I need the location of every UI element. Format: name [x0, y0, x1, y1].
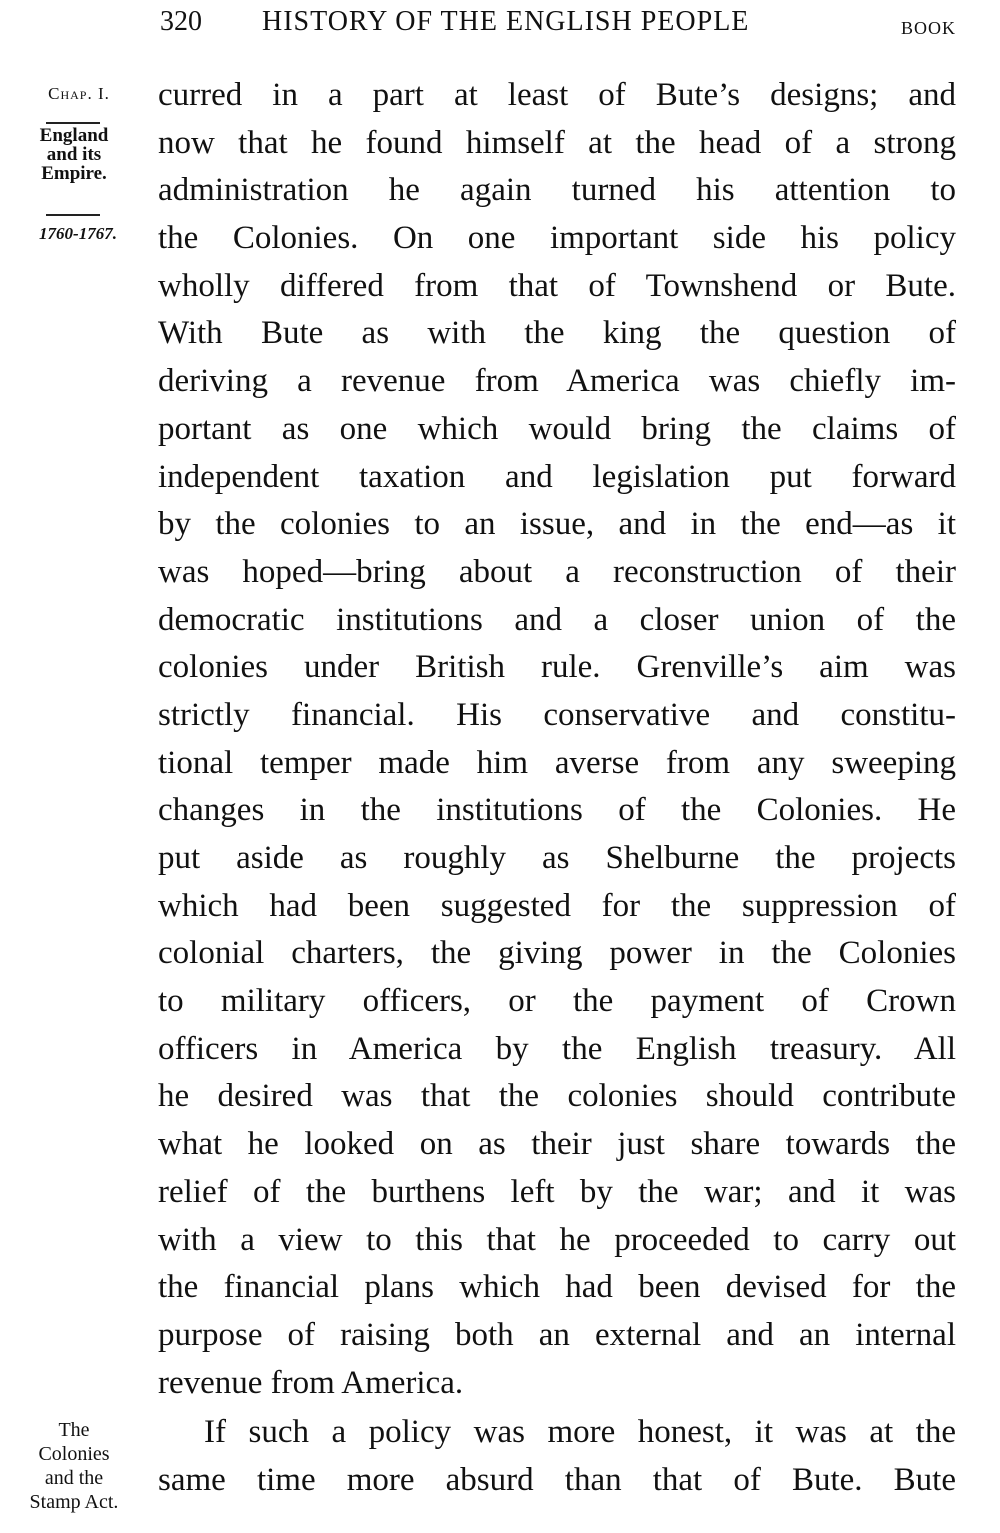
text-line: strictly financial. His conservative and constitu- — [158, 696, 956, 733]
text-line: revenue from America. — [158, 1364, 464, 1401]
margin-topic2-line: and the — [44, 1467, 104, 1489]
running-title: HISTORY OF THE ENGLISH PEOPLE — [262, 6, 750, 37]
margin-topic2-line: Colonies — [38, 1443, 110, 1465]
text-line: now that he found himself at the head of a strong — [158, 124, 956, 161]
text-line: tional temper made him averse from any sweeping — [158, 744, 956, 781]
text-line: to military officers, or the payment of Crown — [158, 983, 956, 1020]
text-line: same time more absurd than that of Bute. Bute — [158, 1461, 956, 1498]
text-line: by the colonies to an issue, and in the end—as it — [158, 506, 956, 543]
margin-topic2-line: Stamp Act. — [29, 1491, 119, 1513]
text-line: was hoped—bring about a reconstruction of their — [158, 553, 956, 590]
text-line: officers in America by the English treasury. All — [158, 1030, 956, 1067]
text-line: purpose of raising both an external and an internal — [158, 1316, 956, 1353]
body-paragraph-1 — [158, 72, 956, 1407]
text-line: portant as one which would bring the claims of — [158, 410, 956, 447]
margin-topic-line: England — [39, 125, 109, 146]
text-line: deriving a revenue from America was chiefly im- — [158, 363, 956, 400]
margin-chapter: Chap. I. — [48, 84, 110, 103]
text-line: colonial charters, the giving power in the Colonies — [158, 935, 956, 972]
page-number: 320 — [160, 6, 202, 37]
text-line: curred in a part at least of Bute’s designs; and — [158, 77, 956, 113]
text-line: put aside as roughly as Shelburne the projects — [158, 840, 956, 876]
margin-rule-top — [46, 122, 100, 124]
text-line: which had been suggested for the suppression of — [158, 887, 956, 924]
margin-topic-stamp-act — [4, 1418, 144, 1514]
text-line: relief of the burthens left by the war; and it was — [158, 1173, 956, 1210]
margin-dates: 1760-1767. — [39, 224, 117, 243]
margin-topic — [14, 126, 134, 183]
text-line: the financial plans which had been devised for the — [158, 1269, 956, 1306]
margin-topic-line: and its — [46, 144, 102, 165]
text-line: wholly differed from that of Townshend or Bute. — [158, 267, 956, 304]
text-line: administration he again turned his attention to — [158, 172, 956, 209]
body-paragraph-2 — [158, 1409, 956, 1504]
text-line: democratic institutions and a closer union of the — [158, 601, 956, 638]
text-line: colonies under British rule. Grenville’s aim was — [158, 649, 956, 686]
margin-topic2-line: The — [58, 1419, 90, 1441]
text-line: he desired was that the colonies should contribute — [158, 1078, 956, 1115]
text-line: what he looked on as their just share towards the — [158, 1126, 956, 1163]
text-line: If such a policy was more honest, it was at the — [204, 1414, 956, 1450]
book-label: BOOK — [900, 18, 956, 38]
text-line: With Bute as with the king the question of — [158, 315, 956, 352]
text-line: the Colonies. On one important side his policy — [158, 220, 956, 257]
text-line: changes in the institutions of the Colonies. He — [158, 792, 956, 829]
text-line: independent taxation and legislation put forward — [158, 458, 956, 495]
margin-topic-line: Empire. — [41, 163, 107, 184]
text-line: with a view to this that he proceeded to carry out — [158, 1221, 956, 1258]
margin-rule-bottom — [46, 214, 100, 216]
page-header — [0, 4, 1000, 44]
